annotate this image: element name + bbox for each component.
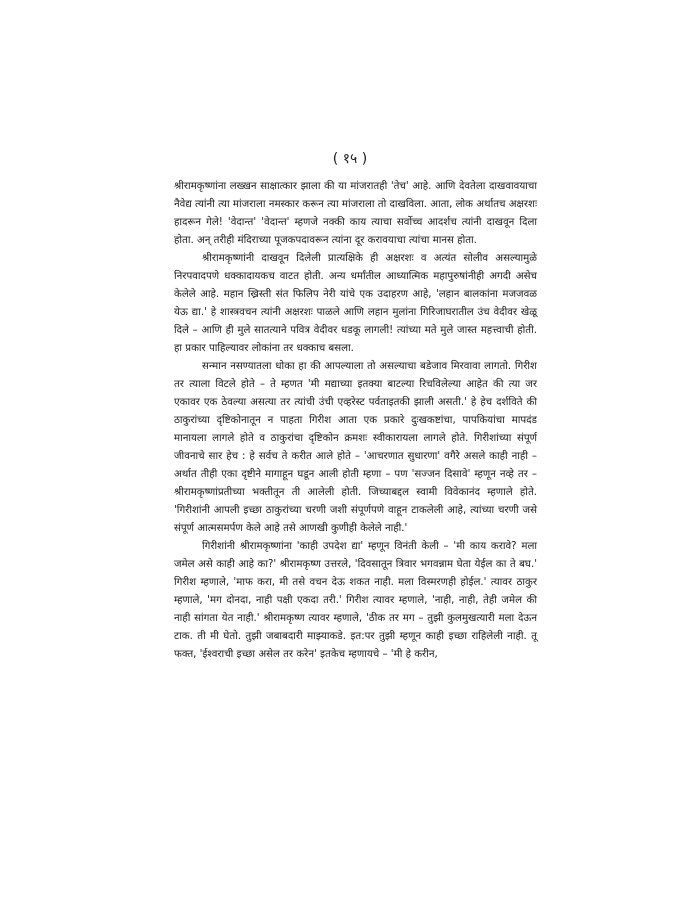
- paragraph: सन्मान नसण्यातला धोका हा की आपल्याला तो असल्याचा बडेजाव मिरवावा लागतो. गिरीश तर त्याला विटले होते – ते म्हणत 'मी मद्याच्या इतक्या बाटल्या रिचविलेल्या आहेत की त्या जर एकावर एक ठेवल्या असत्या तर त्यांची उंची एव्हरेस्ट पर्वताइतकी झाली असती.' हे हेच दर्शविते की ठाकुरांच्या दृष्टिकोनातून न पाहता गिरीश आता एक प्रकारे दुःखकष्टांचा, पापकियांचा मापदंड मानायला लागले होते व ठाकुरांचा दृष्टिकोन क्रमशः स्वीकारायला लागले होते. गिरीशांच्या संपूर्ण जीवनाचे सार हेच : हे सर्वच ते करीत आले होते – 'आचरणात सुधारणा' वगैरे असले काही नाही – अर्थात तीही एका दृष्टीने मागाहून घडून आली होती म्हणा – पण 'सज्जन दिसावे' म्हणून नव्हे तर – श्रीरामकृष्णांप्रतीच्या भक्तीतून ती आलेली होती. जिच्याबद्दल स्वामी विवेकानंद म्हणाले होते. 'गिरीशांनी आपली इच्छा ठाकुरांच्या चरणी जशी संपूर्णपणे वाहून टाकलेली आहे, त्यांच्या चरणी जसे संपूर्ण आत्मसमर्पण केले आहे तसे आणखी कुणीही केलेले नाही.': [174, 361, 537, 534]
- paragraph: श्रीरामकृष्णांनी दाखवून दिलेली प्रात्यक्षिके ही अक्षरशः व अत्यंत सोलीव असल्यामुळे निरपवादपणे धक्कादायकच वाटत होती. अन्य धर्मांतील आध्यात्मिक महापुरुषांनीही अगदी असेच केलेले आहे. महान ख्रिस्ती संत फिलिप नेरी यांचे एक उदाहरण आहे, 'लहान बालकांना मजजवळ येऊ द्या.' हे शास्त्रवचन त्यांनी अक्षरशः पाळले आणि लहान मुलांना गिरिजाघरातील उंच वेदीवर खेळू दिले – आणि ही मुले सातत्याने पवित्र वेदीवर धडकू लागली! त्यांच्या मते मुले जास्त महत्त्वाची होती. हा प्रकार पाहिल्यावर लोकांना तर धक्काच बसला.: [174, 253, 537, 354]
- page-number: ( १५ ): [332, 151, 368, 167]
- paragraph: श्रीरामकृष्णांना लख्खन साक्षात्कार झाला की या मांजरातही 'तेच' आहे. आणि देवतेला दाखवावयाचा नैवेद्य त्यांनी त्या मांजराला नमस्कार करून त्या मांजराला तो दाखविला. आता, लोक अर्थातच अक्षरशः हादरून गेले! 'वेदान्त' 'वेदान्त' म्हणजे नक्की काय त्याचा सर्वोच्च आदर्शच त्यांनी दाखवून दिला होता. अन् तरीही मंदिराच्या पूजकपदावरून त्यांना दूर करावयाचा त्यांचा मानस होता.: [174, 181, 537, 246]
- body-text: [174, 178, 537, 664]
- paragraph: गिरीशांनी श्रीरामकृष्णांना 'काही उपदेश द्या' म्हणून विनंती केली – 'मी काय करावे? मला जमेल असे काही आहे का?' श्रीरामकृष्ण उत्तरले, 'दिवसातून त्रिवार भगवन्नाम घेता येईल का ते बघ.' गिरीश म्हणाले, 'माफ करा, मी तसे वचन देऊ शकत नाही. मला विस्मरणही होईल.' त्यावर ठाकुर म्हणाले, 'मग दोनदा, नाही पक्षी एकदा तरी.' गिरीश त्यावर म्हणाले, 'नाही, नाही, तेही जमेल की नाही सांगता येत नाही.' श्रीरामकृष्ण त्यावर म्हणाले, 'ठीक तर मग – तुझी कुलमुखत्यारी मला देऊन टाक. ती मी घेतो. तुझी जबाबदारी माझ्याकडे. इत:पर तुझी म्हणून काही इच्छा राहिलेली नाही. तू फक्त, 'ईश्वराची इच्छा असेल तर करेन' इतकेच म्हणायचे – 'मी हे करीन,: [174, 541, 537, 660]
